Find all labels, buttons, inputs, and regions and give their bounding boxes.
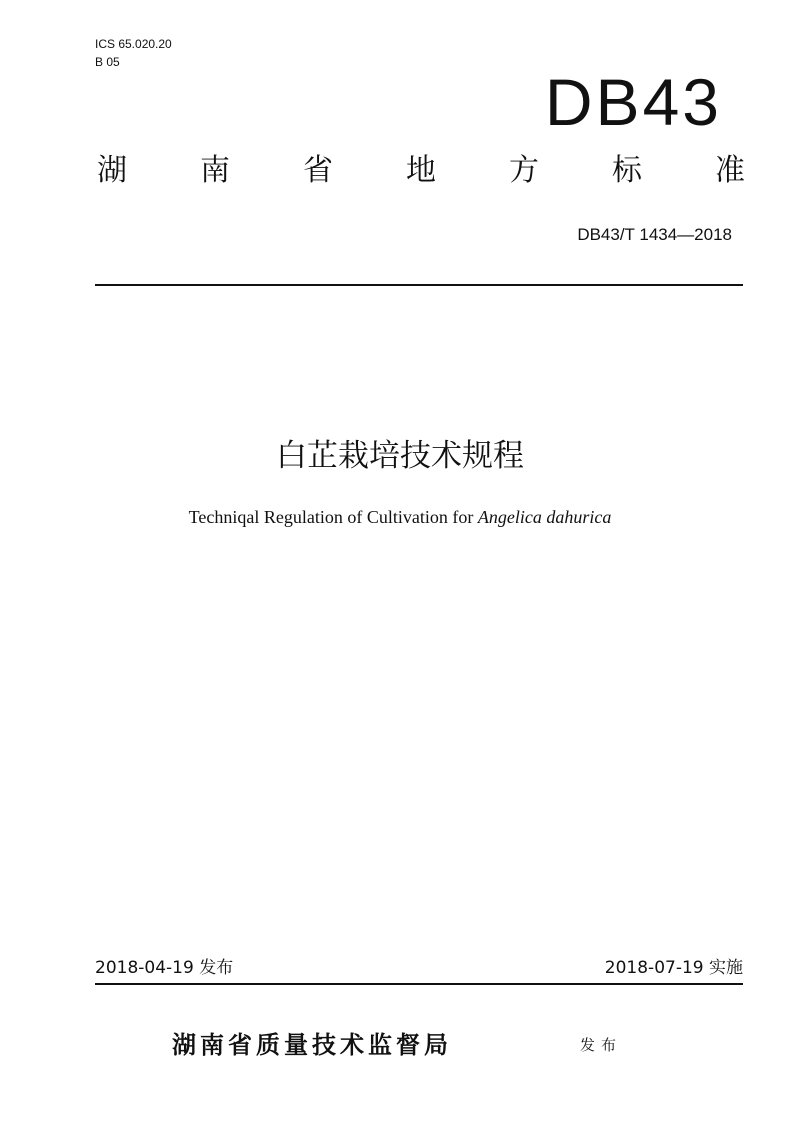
standard-type-char: 准 <box>715 153 745 188</box>
db-code: DB43 <box>544 65 722 139</box>
standard-type-heading <box>97 148 745 194</box>
issue-date: 2018-04-19 发布 <box>95 958 234 978</box>
classification-codes <box>95 35 172 71</box>
title-en-latin-name: Angelica dahurica <box>477 507 612 527</box>
standard-type-char: 湖 <box>97 153 127 188</box>
implementation-date: 2018-07-19 实施 <box>604 958 743 978</box>
standard-type-char: 省 <box>303 153 333 188</box>
title-en-text: Techniqal Regulation of Cultivation for <box>188 507 478 527</box>
document-title-en <box>0 505 800 529</box>
standard-type-char: 南 <box>200 153 230 188</box>
standard-type-char: 标 <box>612 153 642 188</box>
top-divider <box>95 284 743 286</box>
standard-number: DB43/T 1434—2018 <box>577 225 732 244</box>
ccs-code: B 05 <box>95 55 120 69</box>
issuing-authority-suffix: 发布 <box>580 1036 623 1054</box>
ics-code: ICS 65.020.20 <box>95 37 172 51</box>
standard-type-char: 方 <box>509 153 539 188</box>
document-title-zh: 白芷栽培技术规程 <box>276 438 524 474</box>
bottom-divider <box>95 983 743 985</box>
issuing-authority: 湖南省质量技术监督局 <box>172 1031 452 1059</box>
standard-type-char: 地 <box>406 153 436 188</box>
